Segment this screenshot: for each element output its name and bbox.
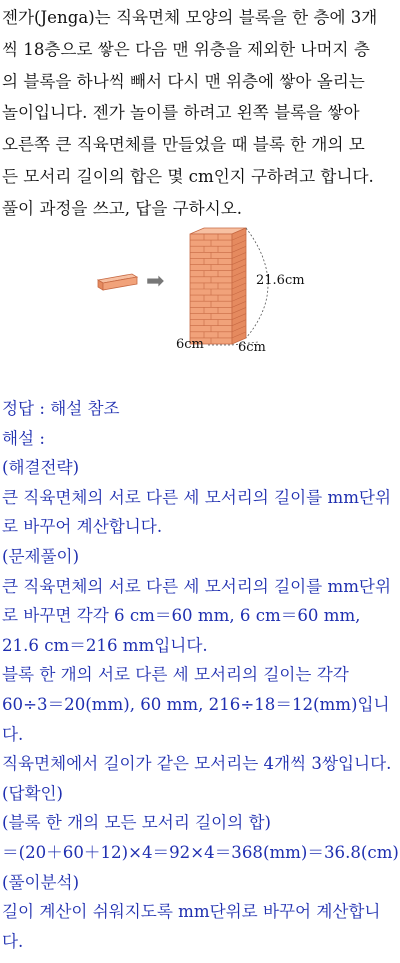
single-block-icon (98, 274, 137, 290)
jenga-figure (0, 214, 400, 364)
solution-line: ＝(20＋60＋12)×4＝92×4＝368(mm)＝36.8(cm) (2, 842, 399, 862)
width-label: 6cm (176, 337, 204, 352)
problem-line: 젠가(Jenga)는 직육면체 모양의 블록을 한 층에 3개 (2, 8, 378, 27)
solution-line: (블록 한 개의 모든 모서리 길이의 합) (2, 813, 272, 833)
solution-line: 길이 계산이 쉬워지도록 mm단위로 바꾸어 계산합니 (2, 902, 381, 922)
solution-text (2, 394, 400, 956)
solution-line: 해설 : (2, 428, 45, 448)
arrow-icon: ➡ (146, 269, 165, 294)
solution-line: 21.6 cm＝216 mm입니다. (2, 635, 208, 655)
solution-line: 직육면체에서 길이가 같은 모서리는 4개씩 3쌍입니다. (2, 754, 392, 774)
solution-line: 큰 직육면체의 서로 다른 세 모서리의 길이를 mm단위 (2, 487, 391, 507)
solution-line: 60÷3＝20(mm), 60 mm, 216÷18＝12(mm)입니 (2, 694, 390, 714)
solution-line: 정답 : 해설 참조 (2, 399, 120, 418)
solution-line: 로 바꾸면 각각 6 cm＝60 mm, 6 cm＝60 mm, (2, 606, 361, 626)
problem-text (2, 2, 400, 225)
solution-line: 다. (2, 724, 24, 744)
problem-line: 의 블록을 하나씩 빼서 다시 맨 위층에 쌓아 올리는 (2, 71, 365, 91)
solution-line: (풀이분석) (2, 872, 80, 892)
solution-line: (답확인) (2, 783, 64, 803)
height-label: 21.6cm (256, 273, 305, 288)
problem-line: 든 모서리 길이의 합은 몇 cm인지 구하려고 합니다. (2, 166, 374, 186)
solution-line: (해결전략) (2, 458, 80, 478)
solution-line: 블록 한 개의 서로 다른 세 모서리의 길이는 각각 (2, 665, 349, 685)
problem-line: 풀이 과정을 쓰고, 답을 구하시오. (2, 198, 243, 218)
solution-line: 로 바꾸어 계산합니다. (2, 517, 163, 537)
jenga-tower-icon (190, 228, 246, 344)
jenga-figure-svg (0, 214, 400, 364)
depth-label: 6cm (238, 340, 266, 355)
problem-line: 씩 18층으로 쌓은 다음 맨 위층을 제외한 나머지 층 (2, 39, 370, 59)
problem-line: 오른쪽 큰 직육면체를 만들었을 때 블록 한 개의 모 (2, 135, 365, 155)
solution-line: 큰 직육면체의 서로 다른 세 모서리의 길이를 mm단위 (2, 576, 391, 596)
solution-line: 다. (2, 931, 24, 951)
solution-line: (문제풀이) (2, 546, 80, 566)
problem-line: 놀이입니다. 젠가 놀이를 하려고 왼쪽 블록을 쌓아 (2, 103, 360, 123)
